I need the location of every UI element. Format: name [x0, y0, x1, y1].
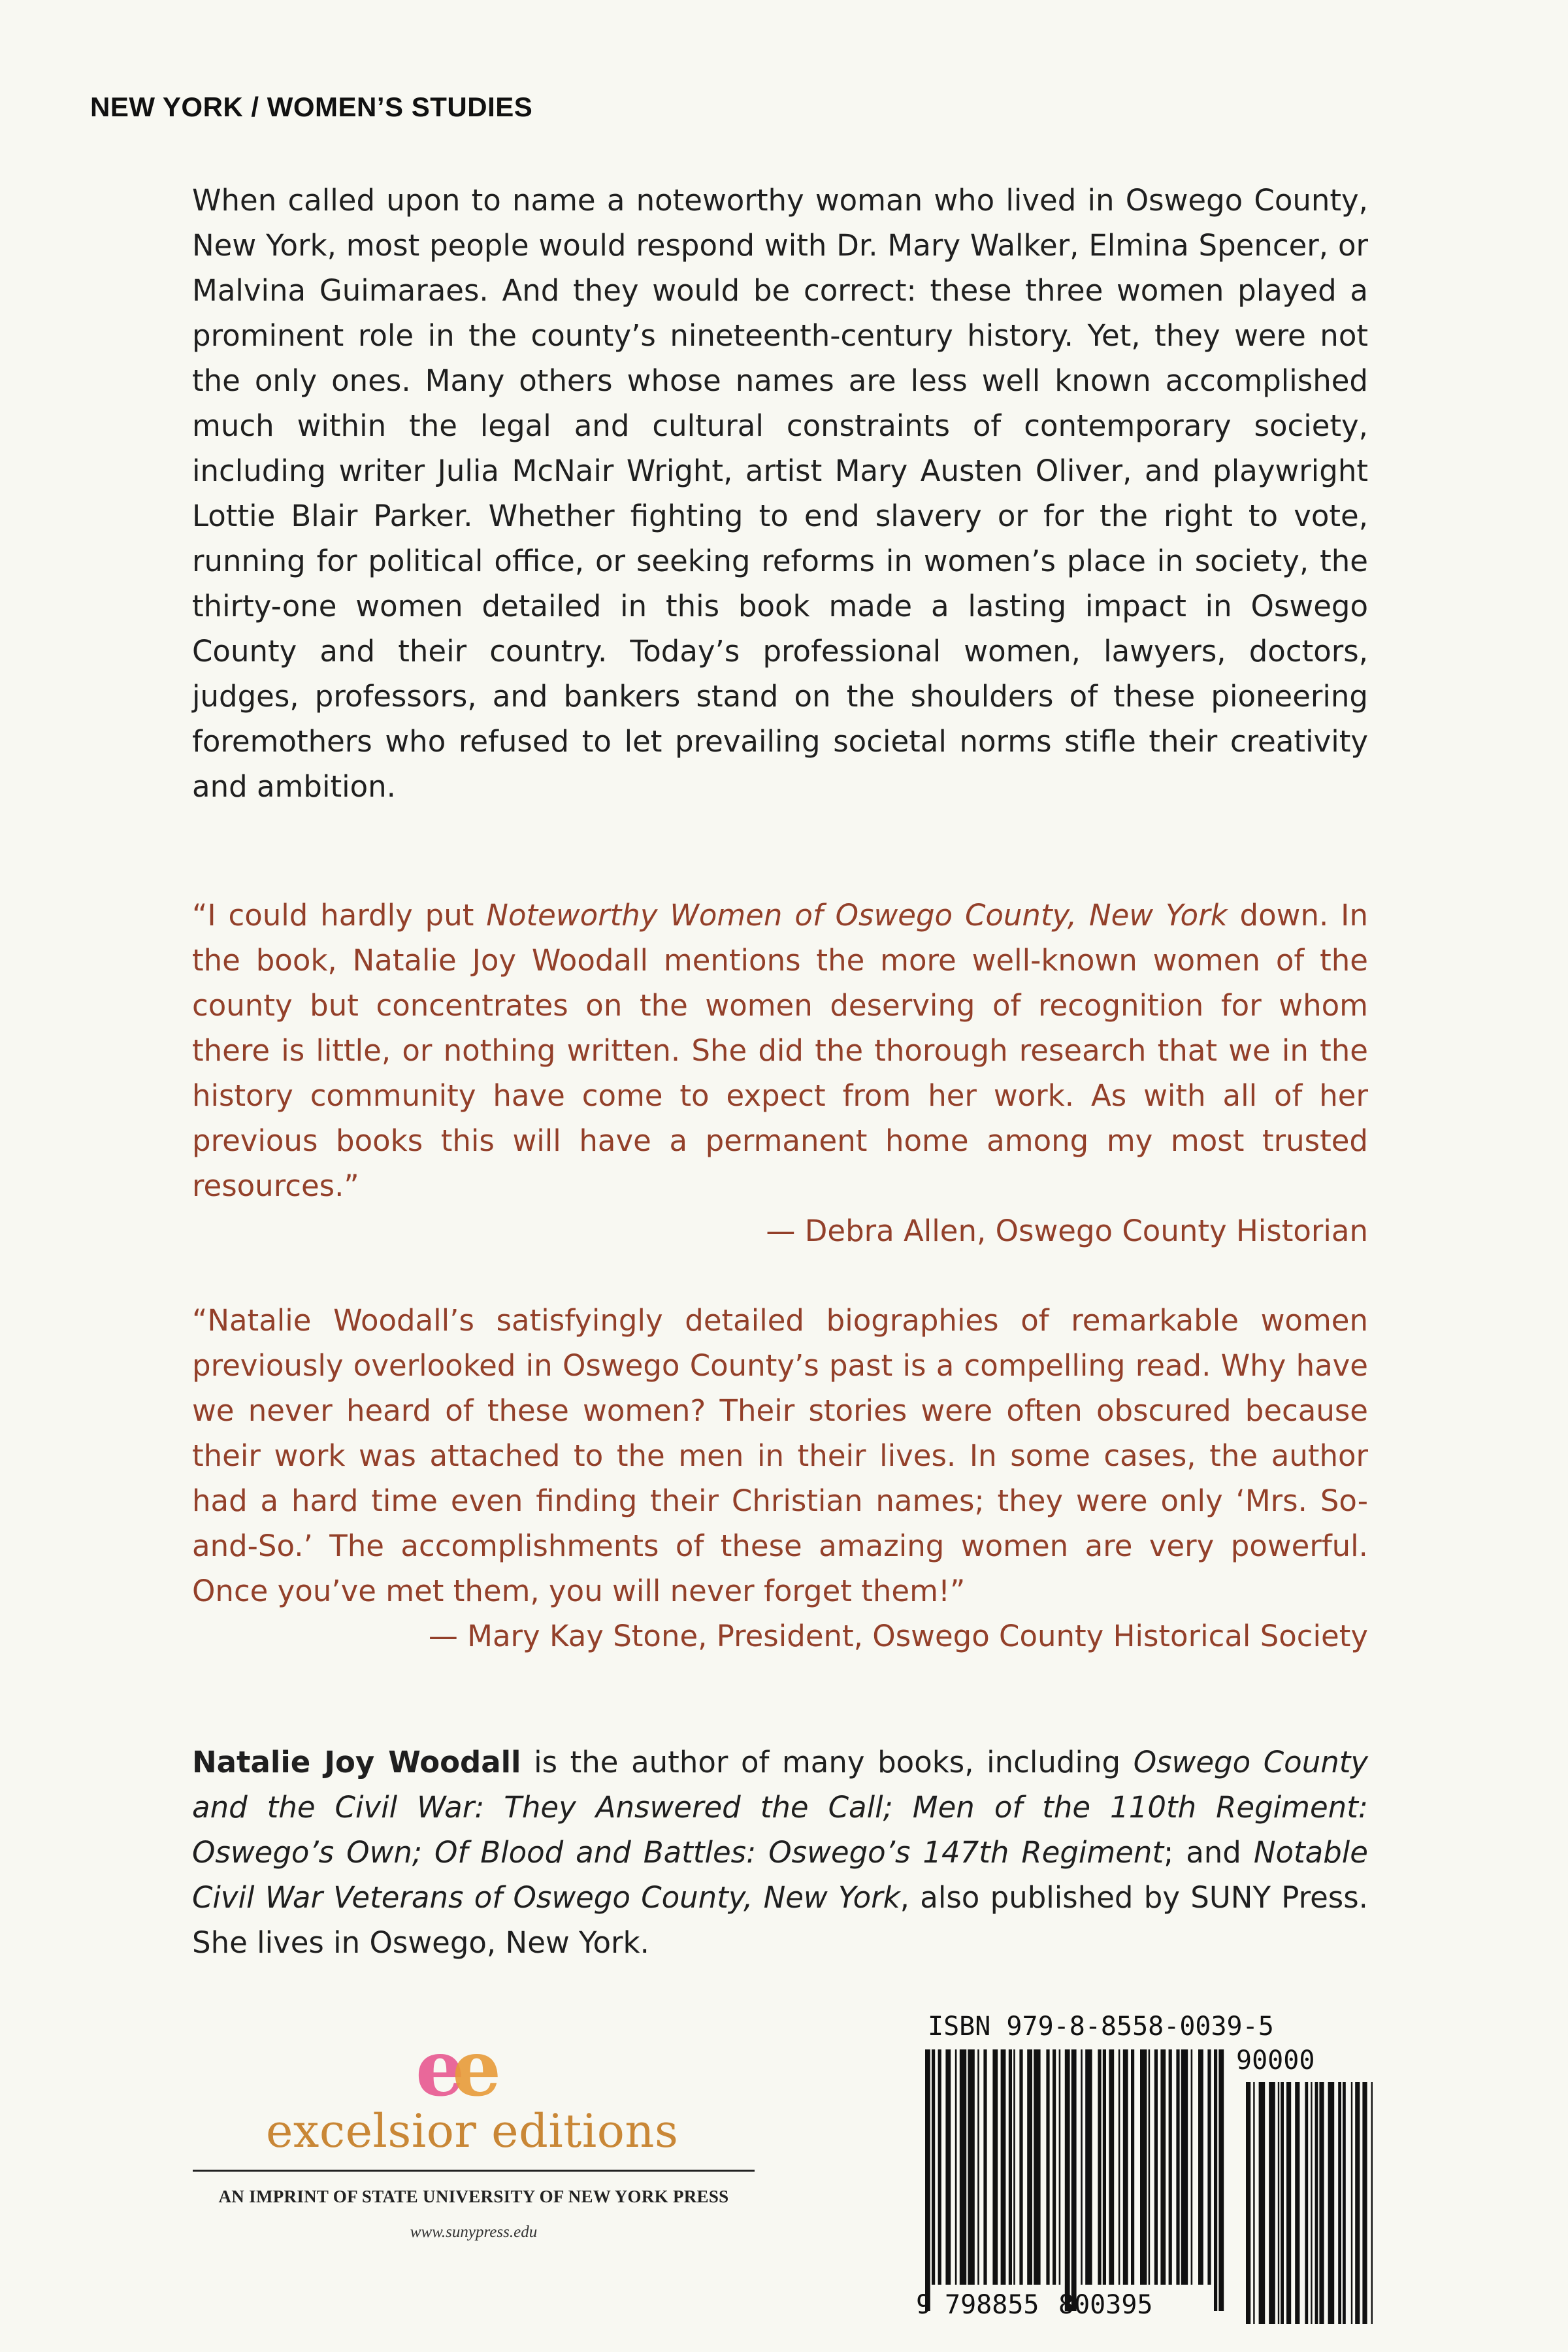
- barcode-bar: [1098, 2049, 1101, 2285]
- barcode-bar: [1140, 2049, 1147, 2285]
- barcode-bar: [1019, 2049, 1022, 2285]
- ean-left-group: 798855: [945, 2290, 1039, 2320]
- barcode-bar: [932, 2049, 935, 2285]
- author-name: Natalie Joy Woodall: [192, 1745, 521, 1780]
- publisher-url: www.sunypress.edu: [410, 2223, 538, 2241]
- barcode-bar: [925, 2049, 930, 2311]
- barcode-bar: [1053, 2049, 1056, 2285]
- barcode-bar: [1027, 2049, 1032, 2285]
- quote-1-open: “I could hardly put: [192, 898, 487, 933]
- barcode-bar: [1149, 2049, 1151, 2285]
- addon-bar: [1362, 2082, 1367, 2324]
- quote-2-text: “Natalie Woodall’s satisfyingly detailed biographies of remarkable women previously overlooked in Oswego County’s past is a compelling read. Why have we never heard of these women? Their stories were often obscured because their work was attached to the men in their lives. In some cases, the author had a hard time even finding their Christian names; they were only ‘Mrs. So-and-So.’ The accomplishments of these amazing women are very powerful. Once you’ve met them, you will never forget them!”: [192, 1303, 1368, 1608]
- addon-bar: [1259, 2082, 1266, 2324]
- imprint-line: AN IMPRINT OF STATE UNIVERSITY OF NEW YORK PRESS: [218, 2187, 729, 2206]
- addon-bar: [1246, 2082, 1250, 2324]
- barcode-bar: [1169, 2049, 1172, 2285]
- addon-bar: [1295, 2082, 1299, 2324]
- excelsior-editions-logo: [193, 2032, 755, 2242]
- barcode-bar: [977, 2049, 979, 2285]
- ean-right-group: 800395: [1058, 2290, 1153, 2320]
- addon-bar: [1315, 2082, 1318, 2324]
- addon-bar: [1278, 2082, 1279, 2324]
- barcode-bar: [1001, 2049, 1006, 2285]
- bio-part-2: ; and: [1164, 1835, 1254, 1870]
- barcode-bar: [945, 2049, 951, 2285]
- barcode-bar: [1009, 2049, 1012, 2285]
- barcode-bar: [1013, 2049, 1015, 2285]
- addon-bar: [1371, 2082, 1373, 2324]
- barcode-bar: [1160, 2049, 1166, 2285]
- isbn-barcode: [916, 2012, 1377, 2338]
- category-label: NEW YORK / WOMEN’S STUDIES: [90, 91, 533, 122]
- barcode-bar: [1131, 2049, 1134, 2285]
- quote-1-attribution: — Debra Allen, Oswego County Historian: [766, 1214, 1368, 1248]
- barcode-bar: [1123, 2049, 1128, 2285]
- addon-bar: [1343, 2082, 1346, 2324]
- description-text: When called upon to name a noteworthy woman who lived in Oswego County, New York, most people would respond with Dr. Mary Walker, Elmina Spencer, or Malvina Guimaraes. And they would be correct: these three women played a prominent role in the county’s nineteenth-century history. Yet, they were not the only ones. Many others whose names are less well known accomplished much within the legal and cultural constraints of contemporary society, including writer Julia McNair Wright, artist Mary Austen Oliver, and playwright Lottie Blair Parker. Whether fighting to end slavery or for the right to vote, running for political office, or seeking reforms in women’s place in society, the thirty-one women detailed in this book made a lasting impact in Oswego County and their country. Today’s professional women, lawyers, doctors, judges, professors, and bankers stand on the shoulders of these pioneering foremothers who refused to let prevailing societal norms stifle their creativity and ambition.: [192, 183, 1368, 804]
- bio-text: [192, 1740, 1368, 1965]
- barcode-bar: [1214, 2049, 1217, 2311]
- barcode-bar: [968, 2049, 974, 2285]
- bio-books-2: Notable Civil War Veterans of Oswego County, New York: [192, 1835, 1368, 1915]
- addon-number: 90000: [1236, 2046, 1315, 2076]
- review-quote-1: [192, 893, 1368, 1253]
- barcode-bar: [1154, 2049, 1158, 2285]
- addon-bar: [1269, 2082, 1275, 2324]
- addon-bar: [1253, 2082, 1254, 2324]
- book-description: [192, 178, 1368, 809]
- barcode-bar: [1059, 2049, 1061, 2285]
- barcode-bar: [992, 2049, 998, 2285]
- addon-bar: [1355, 2082, 1360, 2324]
- quote-1-text: [192, 893, 1368, 1208]
- addon-bar: [1286, 2082, 1291, 2324]
- barcode-bar: [938, 2049, 941, 2285]
- review-quote-2: [192, 1298, 1368, 1659]
- barcode-bar: [1065, 2049, 1070, 2311]
- barcode-bar: [1119, 2049, 1120, 2285]
- logo-divider: [193, 2170, 755, 2172]
- barcode-bar: [1109, 2049, 1114, 2285]
- barcode-bar: [1218, 2049, 1224, 2311]
- barcode-bar: [1085, 2049, 1092, 2285]
- barcode-bar: [1046, 2049, 1049, 2285]
- barcode-bar: [1198, 2049, 1203, 2285]
- isbn-label: ISBN 979-8-8558-0039-5: [928, 2012, 1274, 2042]
- addon-bar: [1351, 2082, 1352, 2324]
- addon-bar: [1311, 2082, 1312, 2324]
- barcode-bars: [916, 2049, 1377, 2324]
- barcode-bar: [1071, 2049, 1077, 2311]
- ee-mark-letter-2: e: [452, 2032, 502, 2104]
- barcode-bar: [1034, 2049, 1040, 2285]
- barcode-bar: [1176, 2049, 1179, 2285]
- barcode-bar: [1103, 2049, 1106, 2285]
- quote-2-attribution: — Mary Kay Stone, President, Oswego County Historical Society: [428, 1619, 1368, 1653]
- ee-logo-mark: [412, 2032, 529, 2104]
- bio-part-1: is the author of many books, including: [521, 1745, 1134, 1780]
- barcode-bar: [1081, 2049, 1083, 2285]
- addon-bar: [1281, 2082, 1284, 2324]
- bio-part-3: , also published by SUNY Press. She lives in Oswego, New York.: [192, 1880, 1368, 1960]
- author-bio: [192, 1740, 1368, 1965]
- quote-1-rest: down. In the book, Natalie Joy Woodall mentions the more well-known women of the county but concentrates on the women deserving of recognition for whom there is little, or nothing written. She did the thorough research that we in the history community have come to expect from her work. As with all of her previous books this will have a permanent home among my most trusted resources.”: [192, 898, 1368, 1203]
- imprint-name: excelsior editions: [266, 2104, 679, 2158]
- barcode-bar: [1207, 2049, 1211, 2285]
- addon-bar: [1328, 2082, 1335, 2324]
- quote-1-book-title: Noteworthy Women of Oswego County, New York: [486, 898, 1228, 933]
- addon-bar: [1338, 2082, 1341, 2324]
- addon-bar: [1305, 2082, 1308, 2324]
- ee-mark-letter-1: e: [416, 2032, 465, 2104]
- barcode-bar: [983, 2049, 987, 2285]
- barcode-bar: [1191, 2049, 1193, 2285]
- barcode-bar: [960, 2049, 966, 2285]
- ean-first-digit: 9: [916, 2290, 932, 2320]
- bio-books-1: Oswego County and the Civil War: They Answered the Call; Men of the 110th Regiment: Oswego’s Own; Of Blood and Battles: Oswego’s 147th Regiment: [192, 1745, 1369, 1870]
- barcode-bar: [1181, 2049, 1188, 2285]
- barcode-bar: [955, 2049, 957, 2285]
- addon-bar: [1319, 2082, 1324, 2324]
